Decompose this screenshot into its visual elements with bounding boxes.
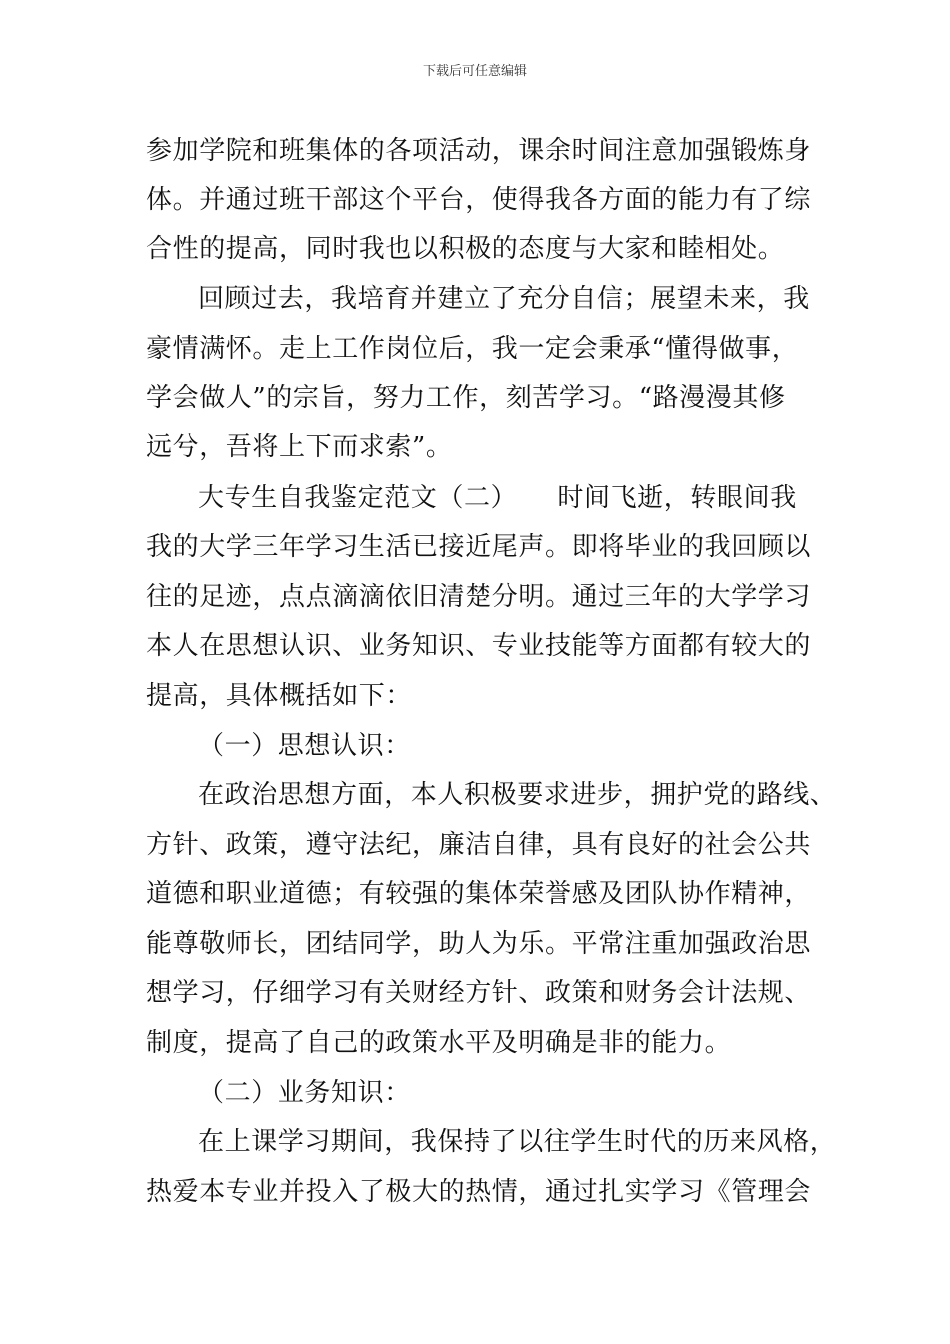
text-line: 本人在思想认识、业务知识、专业技能等方面都有较大的 xyxy=(146,631,812,661)
text-line: 合性的提高，同时我也以积极的态度与大家和睦相处。 xyxy=(146,234,785,264)
text-line: 制度，提高了自己的政策水平及明确是非的能力。 xyxy=(146,1028,732,1058)
text-line: 体。并通过班干部这个平台，使得我各方面的能力有了综 xyxy=(146,185,812,215)
text-line: 学会做人”的宗旨，努力工作，刻苦学习。“路漫漫其修 xyxy=(146,383,786,413)
text-line: 在上课学习期间，我保持了以往学生时代的历来风格， xyxy=(198,1127,837,1157)
text-line: 在政治思想方面，本人积极要求进步，拥护党的路线、 xyxy=(198,780,837,810)
text-line: 提高，具体概括如下： xyxy=(146,681,413,711)
text-line: 能尊敬师长，团结同学，助人为乐。平常注重加强政治思 xyxy=(146,929,812,959)
page-header: 下载后可任意编辑 xyxy=(422,64,527,79)
text-line: 大专生自我鉴定范文（二） 时间飞逝，转眼间我 xyxy=(198,483,797,513)
text-line: 想学习，仔细学习有关财经方针、政策和财务会计法规、 xyxy=(146,978,812,1008)
text-line: 远兮，吾将上下而求索”。 xyxy=(146,432,453,462)
text-line: 参加学院和班集体的各项活动，课余时间注意加强锻炼身 xyxy=(146,136,812,166)
text-line: 豪情满怀。走上工作岗位后，我一定会秉承“懂得做事， xyxy=(146,334,799,364)
text-line: 回顾过去，我培育并建立了充分自信；展望未来，我 xyxy=(198,284,810,314)
text-line: 热爱本专业并投入了极大的热情，通过扎实学习《管理会 xyxy=(146,1177,812,1207)
text-line: 方针、政策，遵守法纪，廉洁自律，具有良好的社会公共 xyxy=(146,830,812,860)
text-line: （一）思想认识： xyxy=(198,731,411,761)
text-line: 我的大学三年学习生活已接近尾声。即将毕业的我回顾以 xyxy=(146,532,812,562)
text-line: 往的足迹，点点滴滴依旧清楚分明。通过三年的大学学习 xyxy=(146,582,812,612)
text-line: 道德和职业道德；有较强的集体荣誉感及团队协作精神， xyxy=(146,879,812,909)
text-line: （二）业务知识： xyxy=(198,1078,411,1108)
